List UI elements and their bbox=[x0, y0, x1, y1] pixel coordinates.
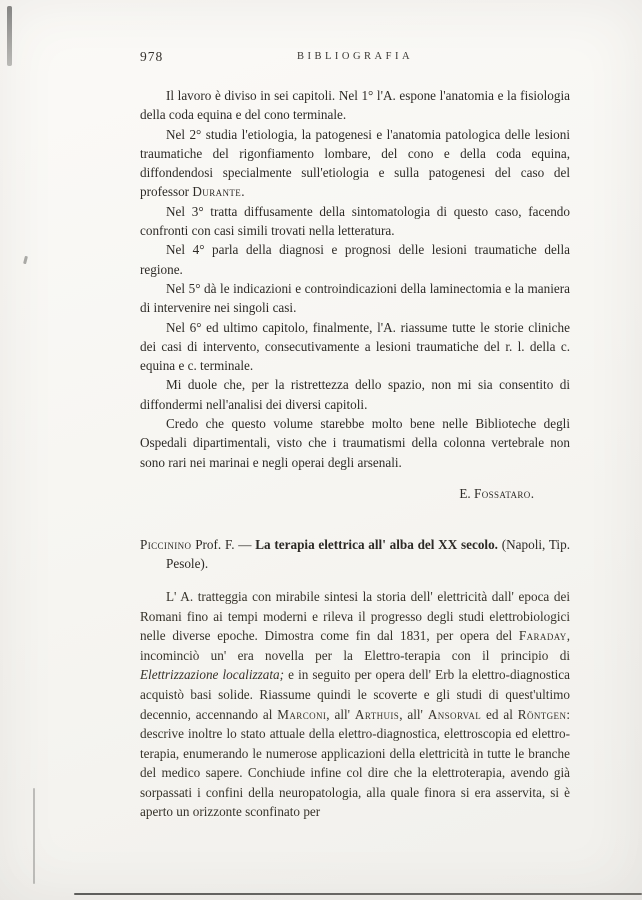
text-segment: , all' bbox=[326, 706, 355, 722]
text-segment: Nel 2° studia l'etiologia, la patogenesi e l'anatomia patologica delle lesioni traumatiche del rigonfiamento lombare, del cono e della coda equina, diffondendosi specialmente sull'etiologia e sulla patogenesi del caso del professor bbox=[140, 126, 570, 200]
text-segment: Nel 3° tratta diffusamente della sintomatologia di questo caso, facendo confronti con casi simili trovati nella letteratura. bbox=[140, 203, 570, 239]
reviewer-signature bbox=[459, 486, 534, 501]
text-segment: Fossataro bbox=[473, 485, 531, 501]
text-segment: Il lavoro è diviso in sei capitoli. Nel 1° l'A. espone l'anatomia e la fisiologia della coda equina e del cono terminale. bbox=[140, 88, 570, 123]
entry-heading bbox=[140, 535, 570, 574]
text-segment: Arthuis bbox=[354, 706, 400, 722]
paragraph bbox=[140, 202, 570, 241]
paragraph bbox=[140, 414, 570, 472]
text-segment: Nel 5° dà le indicazioni e controindicazioni della laminectomia e la maniera di intervenire nei singoli casi. bbox=[140, 280, 570, 316]
paragraph bbox=[140, 318, 570, 376]
text-segment: , incominciò un' era novella per la Elettro-terapia con il principio di bbox=[140, 628, 570, 663]
text-segment: Marconi bbox=[277, 706, 327, 722]
text-segment: La terapia elettrica all' alba del XX secolo. bbox=[255, 536, 498, 552]
paragraph bbox=[140, 240, 570, 279]
text-segment: L' A. tratteggia con mirabile sintesi la storia dell' elettricità dall' epoca dei Romani fino ai tempi moderni e rileva il progresso degli studi elettrobiologici nelle diverse epoche. Dimostra come fin dal 1831, per opera del bbox=[140, 588, 570, 644]
text-segment: Piccinino bbox=[140, 536, 192, 552]
scan-artifact-left-bottom bbox=[33, 788, 35, 884]
text-segment: Röntgen bbox=[517, 706, 567, 722]
scan-artifact-left-top bbox=[7, 6, 12, 66]
text-segment: Nel 6° ed ultimo capitolo, finalmente, l'A. riassume tutte le storie cliniche dei casi di intervento, consecutivamente a lesioni traumatiche del r. l. della c. equina e c. terminale. bbox=[140, 319, 570, 374]
scan-artifact-speck bbox=[23, 256, 28, 264]
text-segment: Credo che questo volume starebbe molto bene nelle Biblioteche degli Ospedali dipartimentali, visto che i traumatismi della colonna vertebrale non sono rari nei marinai e negli operai degli arsenali. bbox=[140, 416, 570, 470]
text-segment: (Napoli, Tip. Pesole). bbox=[166, 536, 570, 572]
paragraph bbox=[140, 279, 570, 318]
scan-artifact-bottom-edge bbox=[74, 893, 642, 896]
text-segment: : descrive inoltre lo stato attuale della elettro-diagnostica, elettroscopia ed elettro-terapia, enumerando le numerose applicazioni della elettricità in tutte le branche del medico sapere. Conchiude infine col dire che la elettroterapia, avendo già sorpassati i confini della neuropatologia, alla quale finora si era asservita, si è aperto un orizzonte sconfinato per bbox=[140, 706, 571, 820]
text-segment: e in seguito per opera dell' Erb la elettro-diagnostica acquistò basi solide. Riassume quindi le scoverte e gli studi di quest'ultimo decennio, accennando al bbox=[140, 667, 571, 722]
signature-row bbox=[140, 486, 570, 502]
page-header bbox=[140, 48, 570, 66]
text-segment: Faraday bbox=[518, 628, 567, 644]
running-head: BIBLIOGRAFIA bbox=[296, 51, 414, 62]
text-segment: Mi duole che, per la ristrettezza dello spazio, non mi sia consentito di diffondermi nell'analisi dei diversi capitoli. bbox=[140, 377, 570, 412]
text-segment: . bbox=[530, 485, 534, 501]
text-segment: Prof. F. — bbox=[191, 536, 256, 552]
review1-body bbox=[140, 86, 570, 472]
paragraph bbox=[140, 86, 570, 125]
text-segment: . bbox=[241, 184, 245, 200]
text-segment: , all' bbox=[399, 706, 428, 722]
text-segment: Ansorval bbox=[427, 706, 482, 722]
text-segment: Nel 4° parla della diagnosi e prognosi delle lesioni traumatiche della regione. bbox=[140, 242, 570, 277]
page-number: 978 bbox=[140, 49, 164, 64]
text-segment: Elettrizzazione localizzata; bbox=[140, 667, 285, 683]
review2-body bbox=[140, 587, 570, 822]
text-segment: ed al bbox=[481, 706, 518, 722]
text-column bbox=[140, 86, 570, 822]
paragraph bbox=[140, 125, 570, 202]
paragraph bbox=[140, 375, 570, 414]
text-segment: Durante bbox=[192, 184, 242, 200]
text-segment: E. bbox=[459, 485, 474, 501]
